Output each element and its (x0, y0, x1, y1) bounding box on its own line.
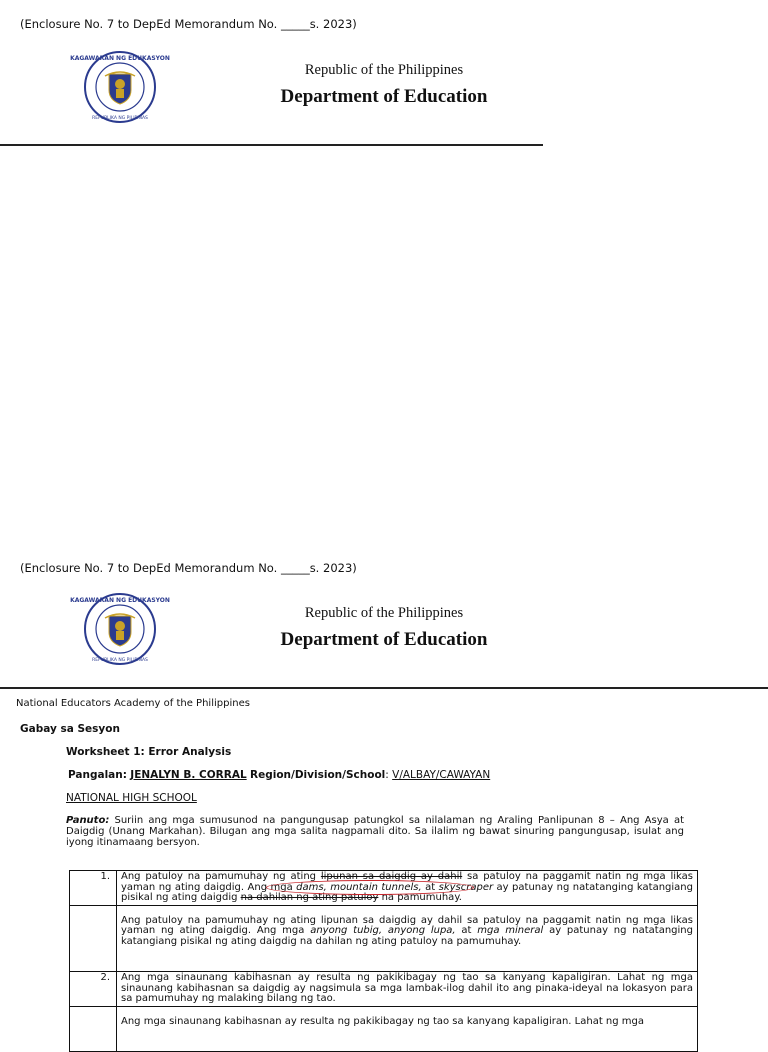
item-number-empty (70, 905, 117, 972)
item-original-text: Ang patuloy na pamumuhay ng ating lipunan sa daigdig ay dahil sa patuloy na paggamit natin ng mga likas yaman ng ating daigdig. Ang mga dams, mountain tunnels, at skyscraper ay patunay ng natatanging katangiang pisikal ng ating daigdig na dahilan ng ating patuloy na pamumuhay. (117, 871, 698, 906)
header-divider (0, 144, 543, 146)
name-label: Pangalan: (68, 769, 127, 781)
item-original-text: Ang mga sinaunang kabihasnan ay resulta ng pakikibagay ng tao sa kanyang kapaligiran. Lahat ng mga sinaunang kabihasnan sa daigdig ay nagsimula sa mga lambak-ilog dahil ito ang pinaka-ideyal na lokasyon para sa pamumuhay ng malaking bilang ng tao. (117, 972, 698, 1007)
name-line: Pangalan: JENALYN B. CORRAL Region/Division/School: V/ALBAY/CAWAYAN (68, 769, 491, 781)
enclosure-note: (Enclosure No. 7 to DepEd Memorandum No. _____s. 2023) (20, 17, 357, 31)
svg-text:KAGAWARAN NG EDUKASYON: KAGAWARAN NG EDUKASYON (70, 55, 170, 62)
instructions (66, 815, 684, 848)
republic-heading: Republic of the Philippines (304, 62, 464, 78)
item-corrected-text: Ang mga sinaunang kabihasnan ay resulta ng pakikibagay ng tao sa kanyang kapaligiran. Lahat ng mga (117, 1006, 698, 1052)
header-divider-2 (0, 687, 768, 689)
item-corrected-text: Ang patuloy na pamumuhay ng ating lipunan sa daigdig ay dahil sa patuloy na paggamit natin ng mga likas yaman ng ating daigdig. Ang mga anyong tubig, anyong lupa, at mga mineral ay patunay ng natatanging katangiang pisikal ng ating daigdig na dahilan ng ating patuloy na pamumuhay. (117, 905, 698, 972)
svg-text:REPUBLIKA NG PILIPINAS: REPUBLIKA NG PILIPINAS (92, 658, 148, 663)
table-row (70, 871, 698, 906)
table-row (70, 972, 698, 1007)
worksheet-table (69, 870, 698, 1052)
item-number-empty (70, 1006, 117, 1052)
institution-name: National Educators Academy of the Philippines (16, 698, 250, 709)
svg-text:REPUBLIKA NG PILIPINAS: REPUBLIKA NG PILIPINAS (92, 116, 148, 121)
item-number: 1. (70, 871, 117, 906)
instructions-label: Panuto: (66, 815, 110, 826)
svg-text:KAGAWARAN NG EDUKASYON: KAGAWARAN NG EDUKASYON (70, 597, 170, 604)
region-value: V/ALBAY/CAWAYAN (392, 769, 491, 781)
item-number: 2. (70, 972, 117, 1007)
table-row (70, 905, 698, 972)
deped-seal-icon (70, 592, 170, 666)
school-line: NATIONAL HIGH SCHOOL (66, 792, 197, 804)
enclosure-note-2: (Enclosure No. 7 to DepEd Memorandum No. _____s. 2023) (20, 561, 357, 575)
region-label: Region/Division/School (250, 769, 386, 781)
instructions-text: Suriin ang mga sumusunod na pangungusap patungkol sa nilalaman ng Araling Panlipunan 8 – Ang Asya at Daigdig (Unang Markahan). Bilugan ang mga salita nagpamali dito. Sa ilalim ng bawat sinuring pangungusap, isulat ang iyong itinamaang bersyon. (66, 815, 684, 848)
table-row (70, 1006, 698, 1052)
department-heading: Department of Education (280, 86, 488, 107)
worksheet-title: Worksheet 1: Error Analysis (66, 746, 232, 758)
republic-heading-2: Republic of the Philippines (304, 605, 464, 621)
deped-seal-icon (70, 50, 170, 124)
name-value: JENALYN B. CORRAL (130, 769, 247, 781)
department-heading-2: Department of Education (280, 629, 488, 650)
section-title: Gabay sa Sesyon (20, 723, 120, 735)
